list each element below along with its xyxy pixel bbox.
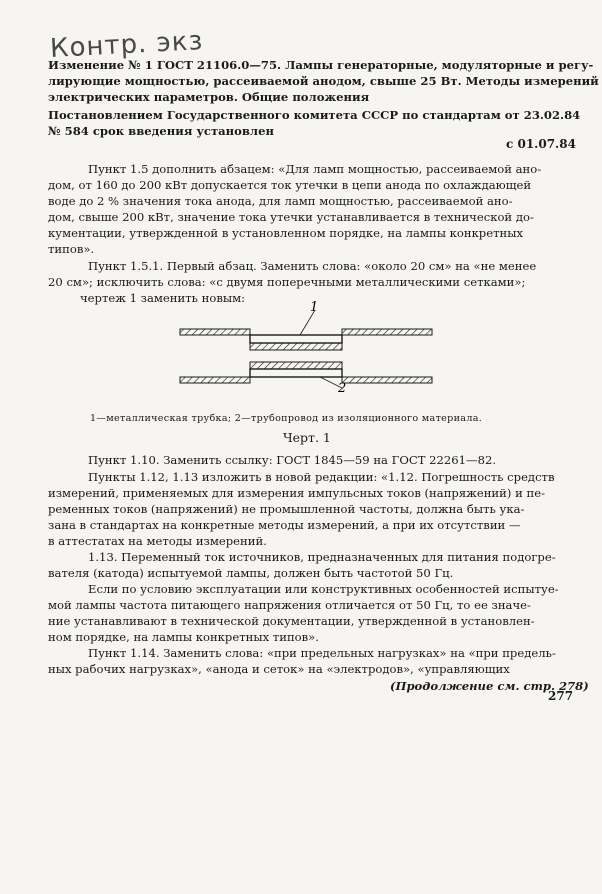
p3-line-2: Пункты 1.12, 1.13 изложить в новой редакции: «1.12. Погрешность средств xyxy=(88,470,555,484)
p3-line-7: 1.13. Переменный ток источников, предназначенных для питания подогре- xyxy=(88,550,556,564)
p3-line-5: зана в стандартах на конкретные методы измерений, а при их отсутствии — xyxy=(48,518,521,532)
figure-caption: 1—металлическая трубка; 2—трубопровод из изоляционного материала. xyxy=(90,413,483,424)
p2-line-3: чертеж 1 заменить новым: xyxy=(80,291,246,305)
p1-line-1: Пункт 1.5 дополнить абзацем: «Для ламп мощностью, рассеиваемой ано- xyxy=(88,162,542,176)
p1-line-5: кументации, утвержденной в установленном порядке, на лампы конкретных xyxy=(48,226,523,240)
p3-line-3: измерений, применяемых для измерения импульсных токов (напряжений) и пе- xyxy=(48,486,545,500)
p3-line-12: ном порядке, на лампы конкретных типов». xyxy=(48,630,319,644)
header-line-1: Изменение № 1 ГОСТ 21106.0—75. Лампы генераторные, модуляторные и регу- xyxy=(48,58,594,72)
p3-line-6: в аттестатах на методы измерений. xyxy=(48,534,267,548)
insulation-sleeve xyxy=(250,343,342,369)
p1-line-4: дом, свыше 200 кВт, значение тока утечки устанавливается в технической до- xyxy=(48,210,534,224)
p3-line-4: ременных токов (напряжений) не промышленной частоты, должна быть ука- xyxy=(48,502,525,516)
page-number: 277 xyxy=(548,689,574,703)
figure-title: Черт. 1 xyxy=(283,430,331,445)
handwritten-stamp: Контр. экз xyxy=(49,26,205,64)
p3-line-11: ние устанавливают в технической документации, утвержденной в установлен- xyxy=(48,614,535,628)
p3-line-1: Пункт 1.10. Заменить ссылку: ГОСТ 1845—59 на ГОСТ 22261—82. xyxy=(88,453,497,467)
p3-line-10: мой лампы частота питающего напряжения отличается от 50 Гц, то ее значе- xyxy=(48,598,531,612)
p2-line-2: 20 см»; исключить слова: «с двумя поперечными металлическими сетками»; xyxy=(48,275,526,289)
p1-line-3: воде до 2 % значения тока анода, для ламп мощностью, рассеиваемой ано- xyxy=(48,194,513,208)
label-2: 2 xyxy=(338,381,347,396)
p2-line-1: Пункт 1.5.1. Первый абзац. Заменить слова: «около 20 см» на «не менее xyxy=(88,259,537,273)
p3-line-8: вателя (катода) испытуемой лампы, должен быть частотой 50 Гц. xyxy=(48,566,454,580)
header-line-2: лирующие мощностью, рассеиваемой анодом, свыше 25 Вт. Методы измерений xyxy=(48,74,599,88)
outer-pipe-right xyxy=(342,329,432,383)
p1-line-6: типов». xyxy=(48,242,95,256)
p3-line-14: ных рабочих нагрузках», «анода и сеток» на «электродов», «управляющих xyxy=(48,662,510,676)
p3-line-13: Пункт 1.14. Заменить слова: «при предельных нагрузках» на «при предель- xyxy=(88,646,556,660)
p1-line-2: дом, от 160 до 200 кВт допускается ток утечки в цепи анода по охлаждающей xyxy=(48,178,532,192)
header-line-3: электрических параметров. Общие положения xyxy=(48,90,370,104)
continuation-note: (Продолжение см. стр. 278) xyxy=(390,679,589,693)
outer-pipe-left xyxy=(180,329,250,383)
p3-line-9: Если по условию эксплуатации или конструктивных особенностей испытуе- xyxy=(88,582,559,596)
label-1: 1 xyxy=(310,300,319,315)
header-line-5: № 584 срок введения установлен xyxy=(48,124,274,138)
header-line-4: Постановлением Государственного комитета СССР по стандартам от 23.02.84 xyxy=(48,108,581,122)
effective-date: с 01.07.84 xyxy=(506,137,576,151)
pipe-drawing xyxy=(170,300,440,410)
metal-tube xyxy=(250,335,342,377)
